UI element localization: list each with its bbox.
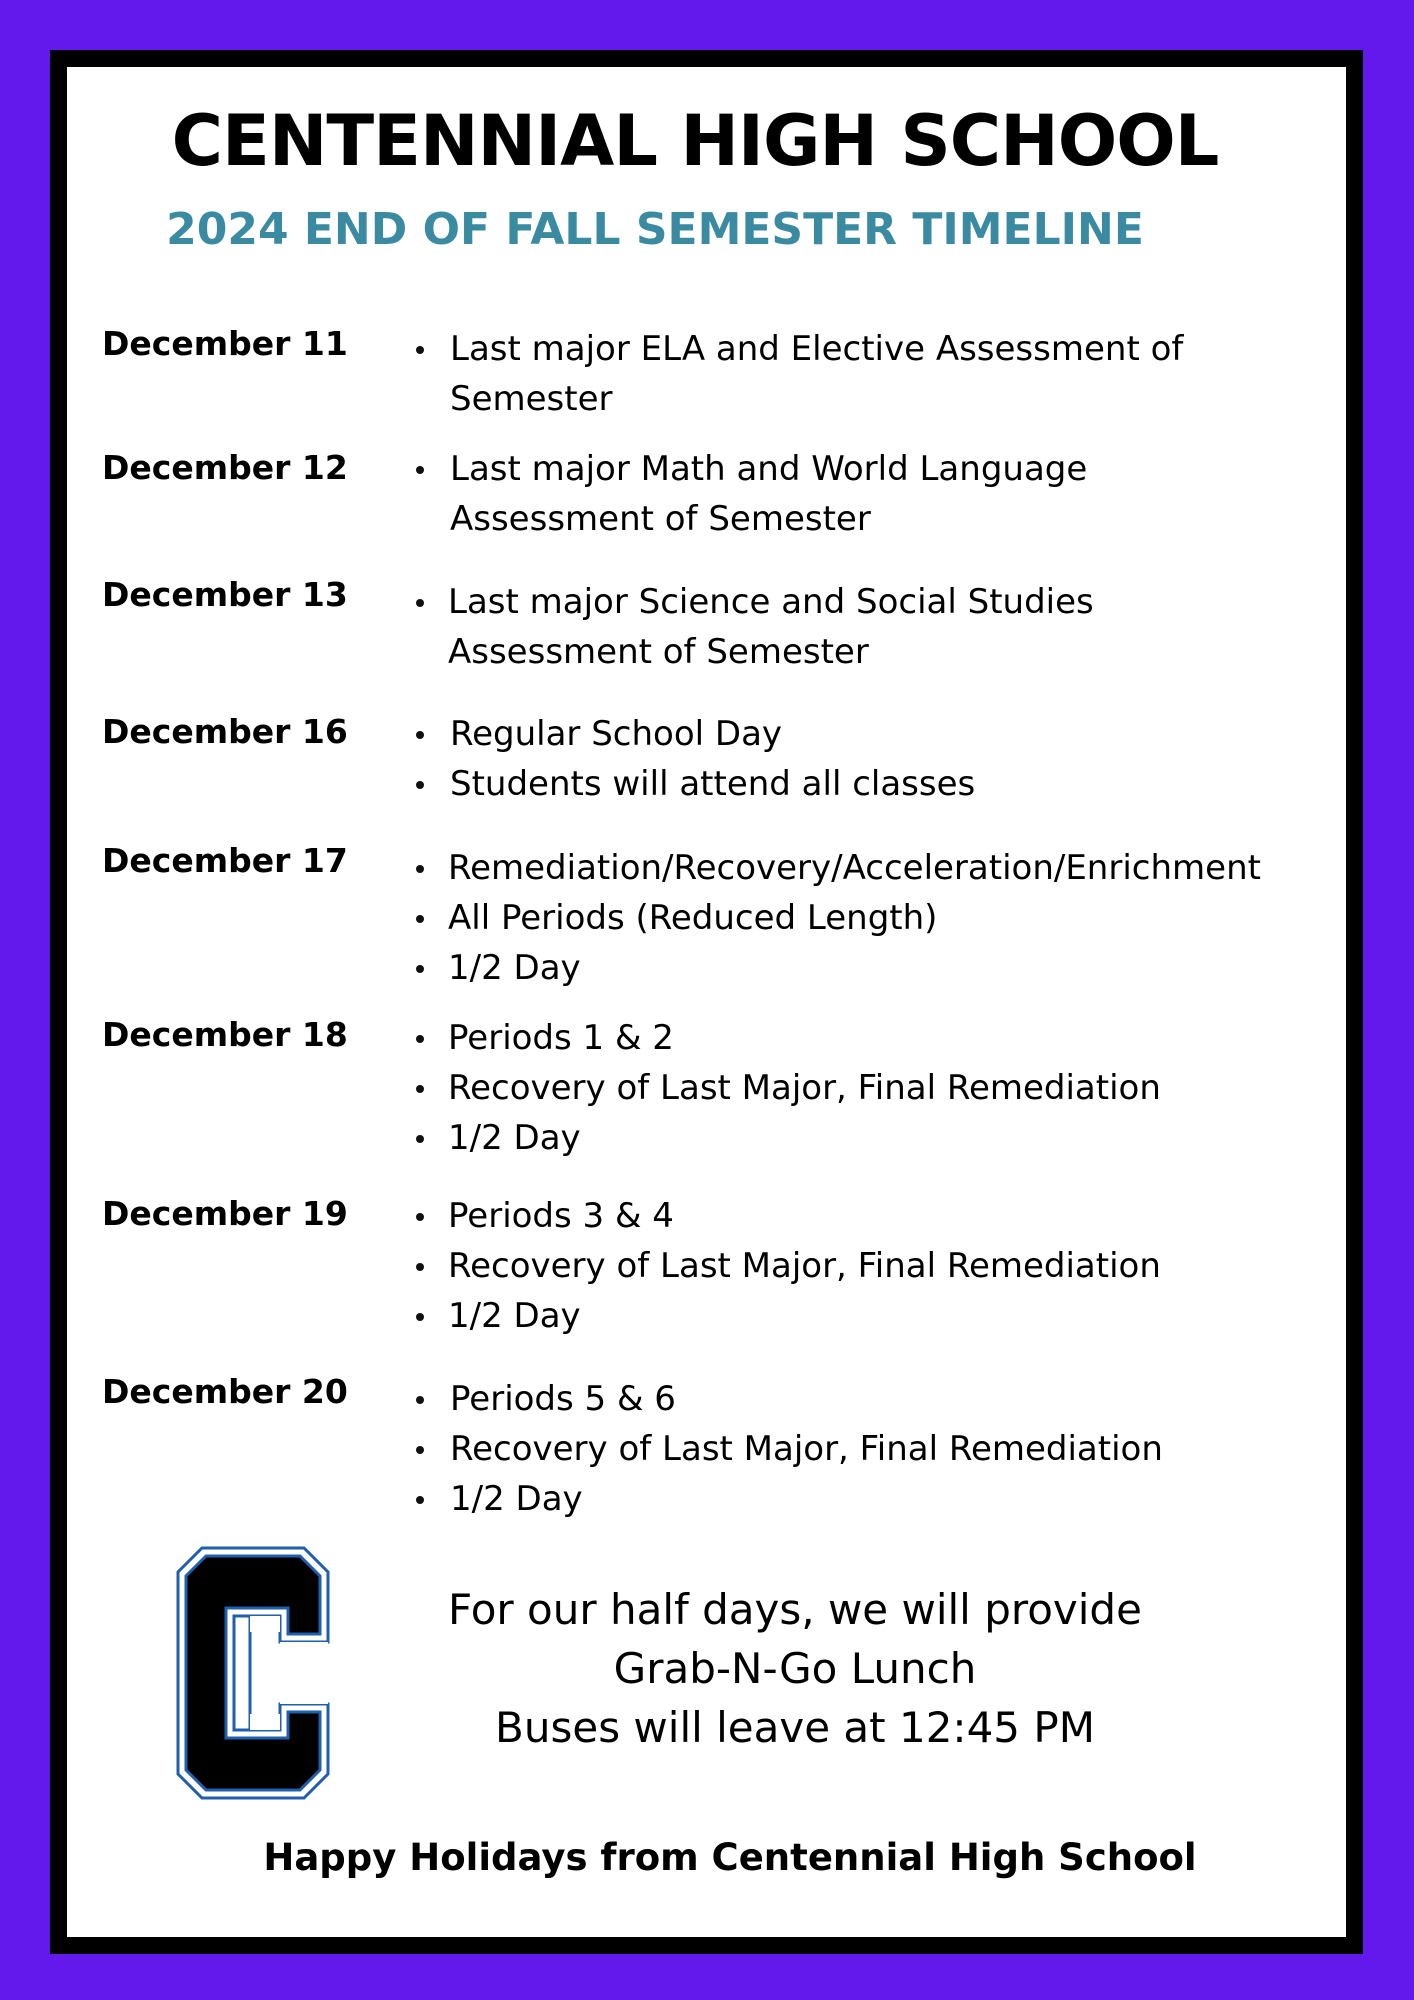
timeline-date: December 18 bbox=[102, 1015, 348, 1054]
page-subtitle: 2024 END OF FALL SEMESTER TIMELINE bbox=[166, 204, 1144, 255]
timeline-item bbox=[0, 577, 1094, 677]
timeline-item: All Periods (Reduced Length) bbox=[0, 893, 1261, 943]
timeline-items bbox=[0, 444, 1087, 544]
timeline-item: Periods 1 & 2 bbox=[0, 1013, 1161, 1063]
timeline-item: 1/2 Day bbox=[0, 1291, 1161, 1341]
timeline-item: Students will attend all classes bbox=[0, 759, 975, 809]
timeline-item: 1/2 Day bbox=[0, 1113, 1161, 1163]
timeline-items bbox=[0, 1374, 1163, 1524]
footer-greeting: Happy Holidays from Centennial High School bbox=[263, 1836, 1197, 1879]
page-title: CENTENNIAL HIGH SCHOOL bbox=[171, 100, 1219, 182]
timeline-item: Recovery of Last Major, Final Remediation bbox=[0, 1241, 1161, 1291]
timeline-item-line: Assessment of Semester bbox=[450, 499, 871, 539]
timeline-items bbox=[0, 324, 1183, 424]
timeline-item-line: Last major ELA and Elective Assessment of bbox=[450, 329, 1184, 369]
timeline-items bbox=[0, 1013, 1161, 1163]
timeline-item bbox=[0, 324, 1183, 424]
note-line: For our half days, we will provide bbox=[448, 1585, 1142, 1634]
timeline-item-line: Last major Science and Social Studies bbox=[448, 582, 1094, 622]
centennial-c-logo-icon bbox=[176, 1546, 330, 1800]
note-line: Buses will leave at 12:45 PM bbox=[495, 1703, 1095, 1752]
timeline-item-line: Assessment of Semester bbox=[448, 632, 869, 672]
timeline-item: Recovery of Last Major, Final Remediation bbox=[0, 1424, 1163, 1474]
timeline-item: Regular School Day bbox=[0, 709, 975, 759]
timeline-items bbox=[0, 1191, 1161, 1341]
timeline-date: December 16 bbox=[102, 712, 348, 751]
timeline-item: Periods 3 & 4 bbox=[0, 1191, 1161, 1241]
timeline-date: December 13 bbox=[102, 575, 348, 614]
timeline-item: 1/2 Day bbox=[0, 1474, 1163, 1524]
timeline-date: December 19 bbox=[102, 1194, 348, 1233]
timeline-date: December 20 bbox=[102, 1372, 348, 1411]
timeline-item: Periods 5 & 6 bbox=[0, 1374, 1163, 1424]
half-day-note bbox=[380, 1580, 1210, 1757]
timeline-items bbox=[0, 843, 1261, 993]
timeline-date: December 11 bbox=[102, 324, 348, 363]
timeline-date: December 17 bbox=[102, 841, 348, 880]
timeline-item: Recovery of Last Major, Final Remediation bbox=[0, 1063, 1161, 1113]
timeline-item: Remediation/Recovery/Acceleration/Enrichment bbox=[0, 843, 1261, 893]
note-line: Grab-N-Go Lunch bbox=[613, 1644, 977, 1693]
timeline-date: December 12 bbox=[102, 448, 348, 487]
timeline-item-line: Last major Math and World Language bbox=[450, 449, 1088, 489]
timeline-item: 1/2 Day bbox=[0, 943, 1261, 993]
timeline-items bbox=[0, 709, 975, 809]
timeline-item bbox=[0, 444, 1087, 544]
timeline-item-line: Semester bbox=[450, 379, 613, 419]
timeline-items bbox=[0, 577, 1094, 677]
